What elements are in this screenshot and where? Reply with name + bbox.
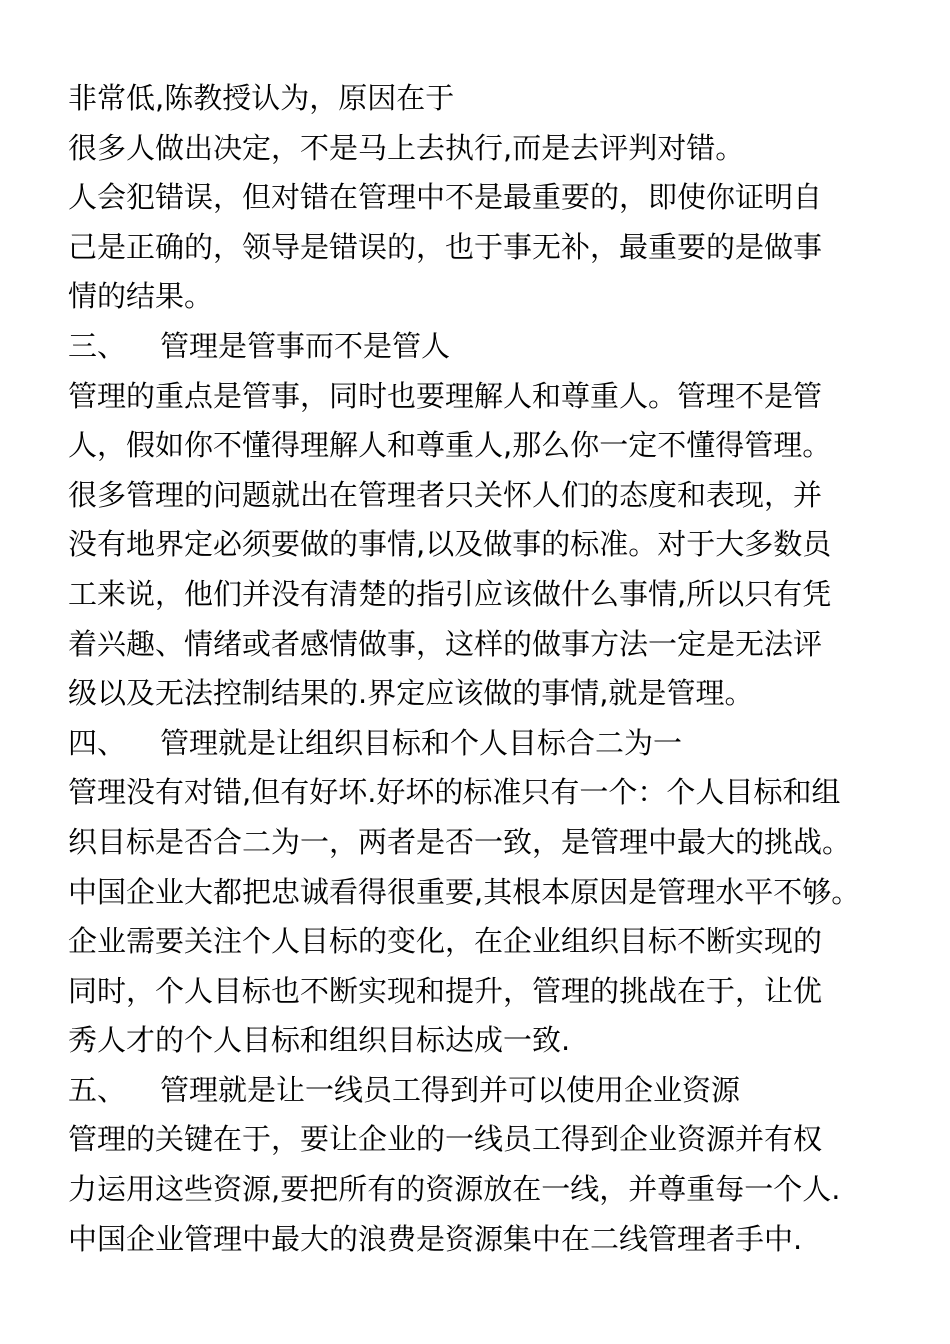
body-line: 人会犯错误，但对错在管理中不是最重要的，即使你证明自	[68, 180, 823, 215]
section-heading-5	[68, 1066, 908, 1116]
body-line: 力运用这些资源,要把所有的资源放在一线，并尊重每一个人.	[68, 1172, 841, 1207]
body-line: 秀人才的个人目标和组织目标达成一致.	[68, 1023, 571, 1058]
body-line: 很多人做出决定，不是马上去执行,而是去评判对错。	[68, 130, 745, 165]
body-line: 没有地界定必须要做的事情,以及做事的标准。对于大多数员	[68, 527, 832, 562]
body-line: 管理的关键在于，要让企业的一线员工得到企业资源并有权	[68, 1122, 823, 1157]
body-line: 织目标是否合二为一，两者是否一致，是管理中最大的挑战。	[68, 824, 852, 859]
body-line: 企业需要关注个人目标的变化，在企业组织目标不断实现的	[68, 924, 823, 959]
body-line: 管理没有对错,但有好坏.好坏的标准只有一个：个人目标和组	[68, 775, 841, 810]
body-line: 同时，个人目标也不断实现和提升，管理的挑战在于，让优	[68, 973, 823, 1008]
body-line: 级以及无法控制结果的.界定应该做的事情,就是管理。	[68, 676, 754, 711]
section-number: 四、	[68, 725, 127, 760]
section-title: 管理就是让组织目标和个人目标合二为一	[160, 725, 683, 760]
body-line: 中国企业管理中最大的浪费是资源集中在二线管理者手中.	[68, 1221, 803, 1256]
body-line: 非常低,陈教授认为，原因在于	[68, 81, 455, 115]
body-line: 己是正确的，领导是错误的，也于事无补，最重要的是做事	[68, 229, 823, 264]
section-heading-4	[68, 719, 908, 769]
section-heading-3	[68, 322, 908, 372]
section-number: 五、	[68, 1072, 127, 1107]
body-line: 管理的重点是管事，同时也要理解人和尊重人。管理不是管	[68, 378, 823, 413]
body-line: 着兴趣、情绪或者感情做事，这样的做事方法一定是无法评	[68, 626, 823, 661]
body-line: 情的结果。	[68, 279, 214, 314]
body-line: 很多管理的问题就出在管理者只关怀人们的态度和表现，并	[68, 477, 823, 512]
body-line: 中国企业大都把忠诚看得很重要,其根本原因是管理水平不够。	[68, 874, 861, 909]
section-title: 管理是管事而不是管人	[160, 328, 451, 363]
body-line: 工来说，他们并没有清楚的指引应该做什么事情,所以只有凭	[68, 576, 832, 611]
document-body	[68, 74, 908, 1264]
body-line: 人，假如你不懂得理解人和尊重人,那么你一定不懂得管理。	[68, 428, 832, 463]
section-number: 三、	[68, 328, 127, 363]
section-title: 管理就是让一线员工得到并可以使用企业资源	[160, 1072, 741, 1107]
